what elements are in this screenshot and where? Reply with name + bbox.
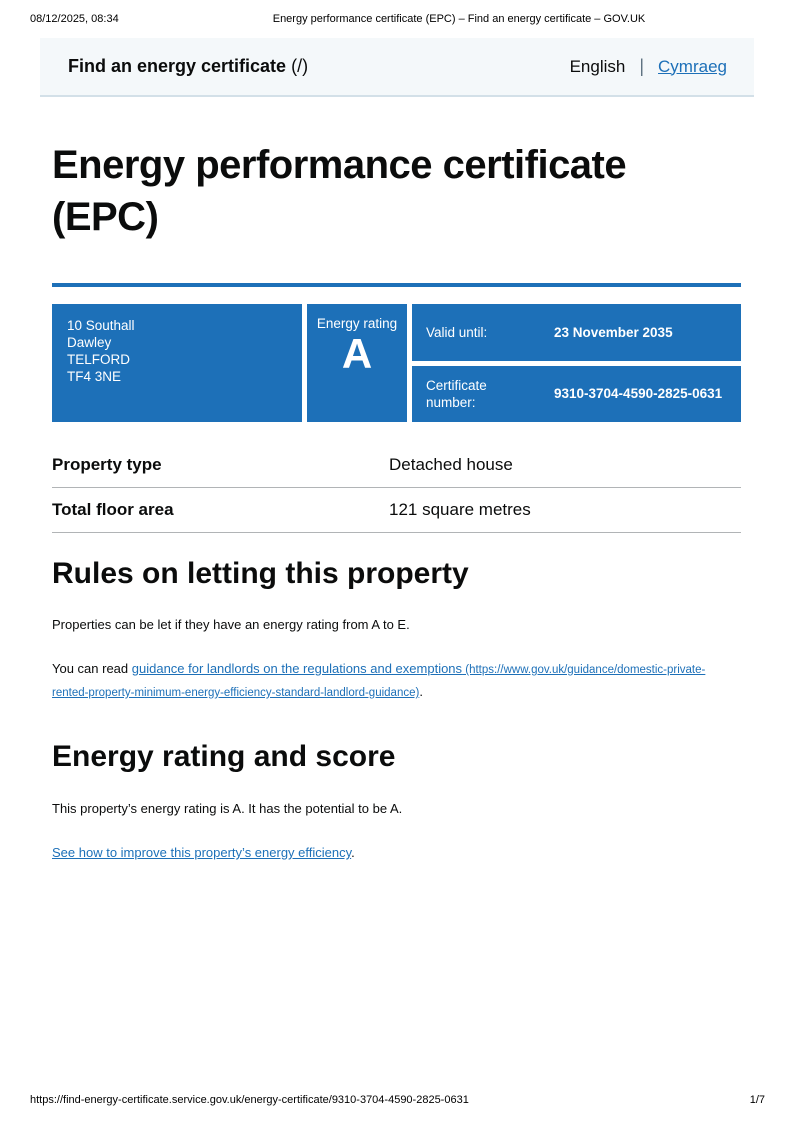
print-footer [30,1094,765,1106]
improve-link[interactable]: See how to improve this property’s energy efficiency [52,845,352,860]
language-separator: | [639,56,645,76]
improve-paragraph [52,842,741,863]
epc-summary-box [52,304,741,422]
certificate-number-row [412,366,741,423]
address-line: TF4 3NE [67,369,122,384]
property-type-value: Detached house [389,455,513,474]
guidance-prefix: You can read [52,661,132,676]
table-row [52,443,741,488]
floor-area-label: Total floor area [52,500,174,519]
rules-paragraph: Properties can be let if they have an energy rating from A to E. [52,617,410,632]
service-name: Find an energy certificate [68,56,287,76]
certificate-number-label: Certificate number: [426,377,487,410]
certificate-number-value: 9310-3704-4590-2825-0631 [554,386,723,402]
energy-rating-cell [307,304,407,422]
site-header [40,38,754,97]
valid-until-row [412,304,741,361]
address-line: TELFORD [67,352,131,367]
property-summary-table [52,443,741,533]
rules-heading: Rules on letting this property [52,557,469,590]
print-datetime: 08/12/2025, 08:34 [30,13,119,25]
table-row [52,488,741,533]
language-link-cymraeg[interactable]: Cymraeg [658,56,727,76]
valid-until-value: 23 November 2035 [554,324,673,340]
service-name-link[interactable] [68,56,308,77]
rating-heading: Energy rating and score [52,740,396,773]
guidance-paragraph [52,658,741,704]
print-doc-title: Energy performance certificate (EPC) – Find an energy certificate – GOV.UK [272,13,646,25]
guidance-link[interactable] [52,661,705,699]
guidance-suffix: . [419,684,423,699]
property-type-label: Property type [52,455,162,474]
floor-area-value: 121 square metres [389,500,531,519]
improve-suffix: . [351,845,355,860]
print-header [0,13,793,27]
energy-rating-label: Energy rating [316,316,398,331]
footer-page-number: 1/7 [749,1094,765,1106]
property-address [52,304,302,422]
energy-rating-value: A [341,330,373,377]
validity-cell [412,304,741,422]
section-divider [52,283,741,287]
language-switcher [570,56,727,77]
guidance-link-href: (https://www.gov.uk/guidance/domestic-private-rented-property-minimum-energy-efficiency-standard-landlord-guidance) [52,664,706,699]
valid-until-label: Valid until: [426,324,488,340]
service-href: (/) [286,56,309,76]
address-line: 10 Southall [67,318,135,333]
address-line: Dawley [67,335,112,350]
rating-paragraph: This property’s energy rating is A. It has the potential to be A. [52,801,403,816]
page-title: Energy performance certificate (EPC) [52,143,627,239]
language-current: English [569,56,626,76]
guidance-link-text: guidance for landlords on the regulations and exemptions [131,661,463,676]
footer-url: https://find-energy-certificate.service.gov.uk/energy-certificate/9310-3704-4590-2825-0631 [30,1094,469,1106]
